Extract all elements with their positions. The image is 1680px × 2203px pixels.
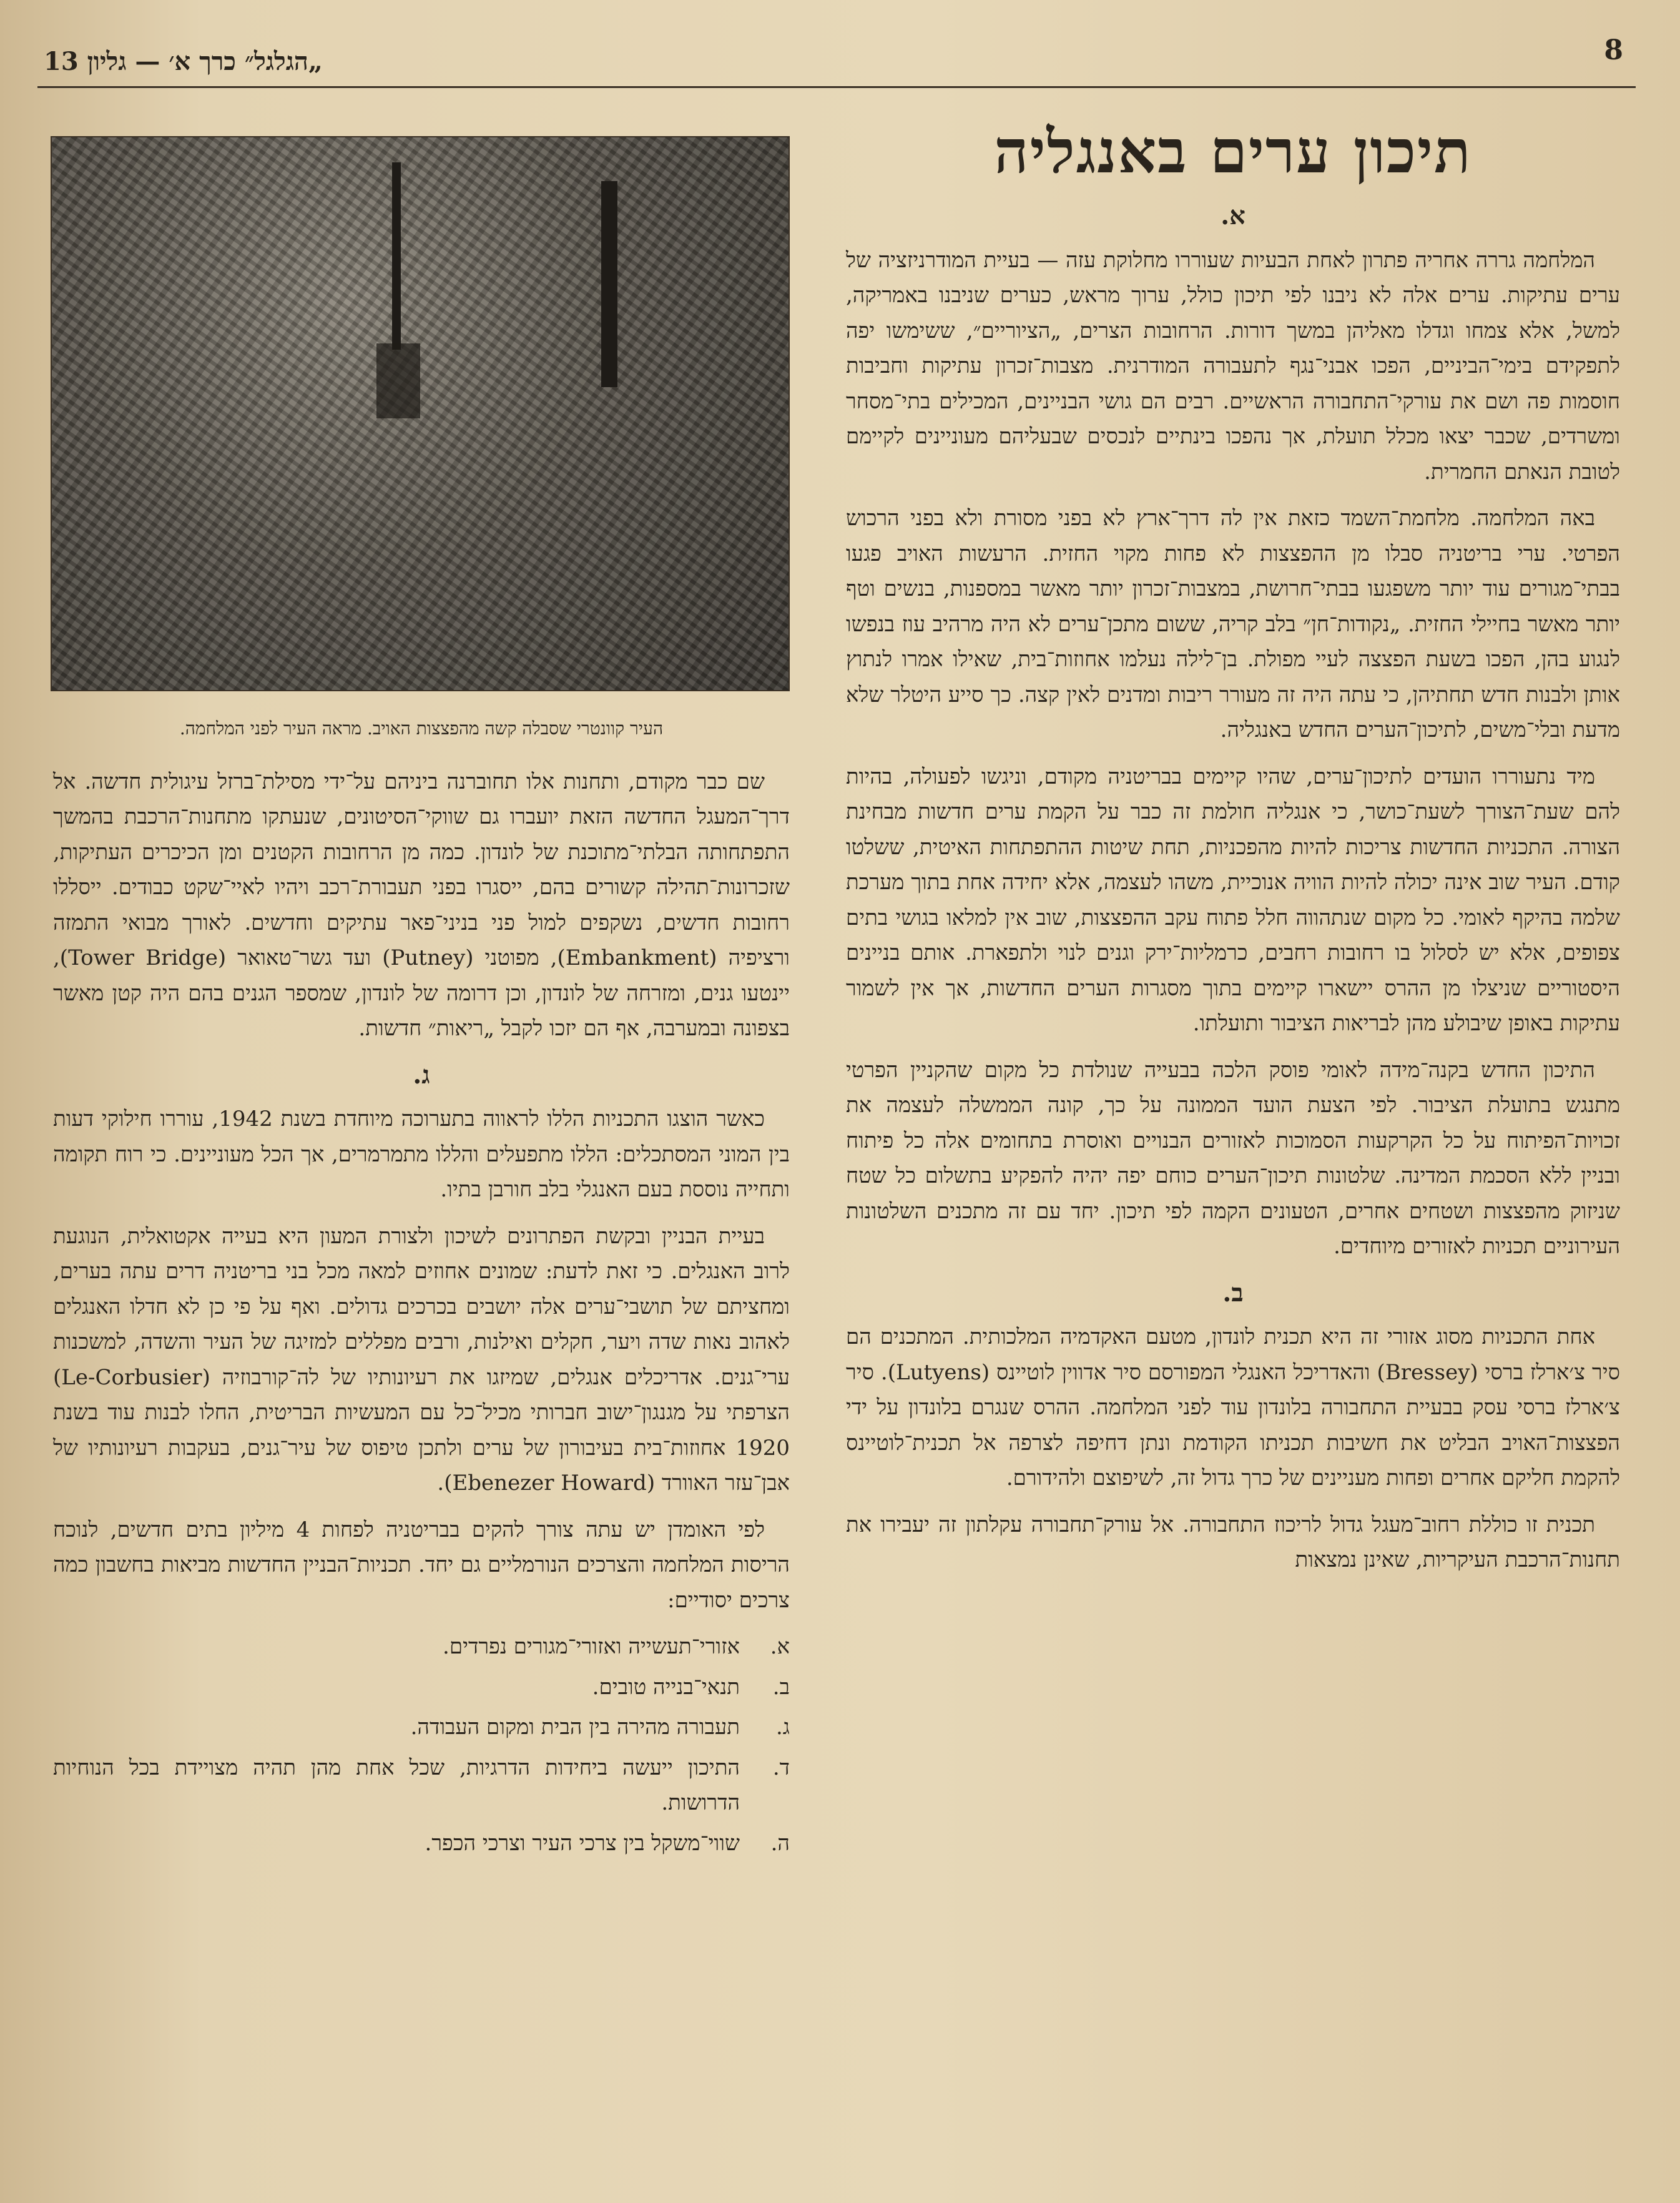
paragraph: המלחמה גררה אחריה פתרון לאחת הבעיות שעוררו מחלוקת עזה — בעיית המודרניזציה של ערים עתיקות. ערים אלה לא ניבנו לפי תיכון כולל, ערוך מראש, כערים שניבנו באמריקה, למשל, אלא צמחו וגדלו מאליהן במשך דורות. הרחובות הצרים, „הציוריים״, ששימשו יפה לתפקידם בימי־הביניים, הפכו אבני־נגף לתעבורה המודרנית. מצבות־זכרון עתיקות וחביבות חוסמות פה ושם את עורקי־התחבורה הראשיים. רבים הם גושי הבניינים, המכילים בתי־מסחר ומשרדים, שכבר יצאו מכלל תועלת, אך נהפכו בינתיים לנכסים שבעליהם מעוניינים לקיימם לטובת הנאתם החמרית.: [846, 247, 1620, 485]
header-rule: [37, 86, 1636, 88]
needs-list: [53, 1629, 790, 1861]
list-item-text: תנאי־בנייה טובים.: [592, 1674, 740, 1700]
page-header: [37, 34, 1636, 78]
list-marker: ד.: [772, 1755, 790, 1780]
list-item: [53, 1710, 790, 1745]
list-item: [53, 1629, 790, 1665]
paragraph: כאשר הוצגו התכניות הללו לראווה בתערוכה מיוחדת בשנת 1942, עוררו חילוקי דעות בין המוני המסתכלים: הללו מתפעלים והללו מתמרמרים, אך הכל מעוניינים. כי רוח תקומה ותחייה נוססת בעם האנגלי בלב חורבן בתיו.: [53, 1106, 790, 1202]
page-number: 8: [1604, 34, 1623, 66]
paragraph: באה המלחמה. מלחמת־השמד כזאת אין לה דרך־ארץ לא בפני מסורת ולא בפני הרכוש הפרטי. ערי בריטניה סבלו מן ההפצצות לא פחות מקוי החזית. הרעשות האויב פגעו בבתי־מגורים עוד יותר משפגעו בבתי־חרושת, במצבות־זכרון יותר מאשר במספנות, בנשים וטף יותר מאשר בחיילי החזית. „נקודות־חן״ בלב קריה, ששום מתכן־ערים לא היה מרהיב עוז בנפשו לנגוע בהן, הפכו בשעת הפצצה לעיי מפולת. בן־לילה נעלמו אחוזות־בית, שאילו אמרו לנתוץ אותן ולבנות חדש תחתיהן, כי עתה היה זה מעורר ריבות ומדנים לאין קצה. כך סייע היטלר שלא מדעת ובלי־משים, לתיכון־הערים החדש באנגליה.: [846, 506, 1620, 742]
section-heading-b: ב.: [1222, 1278, 1244, 1308]
section-heading-c: ג.: [413, 1060, 430, 1090]
list-item: [53, 1670, 790, 1705]
list-item-text: תעבורה מהירה בין הבית ומקום העבודה.: [410, 1715, 740, 1740]
list-item-text: התיכון ייעשה ביחידות הדרגיות, שכל אחת מהן תהיה מצויידת בכל הנוחיות הדרושות.: [53, 1755, 740, 1815]
list-marker: ה.: [770, 1830, 790, 1856]
paragraph: אחת התכניות מסוג אזורי זה היא תכנית לונדון, מטעם האקדמיה המלכותית. המתכנים הם סיר צ׳ארלז ברסי (Bressey) והאדריכל האנגלי המפורסם סיר אדווין לוטיינס (Lutyens). סיר צ׳ארלז ברסי עסק בבעיית התחבורה בלונדון עוד לפני המלחמה. ההרס שנגרם בלונדון על ידי הפצצות־האויב הבליט את חשיבות תכניתו הקודמת ונתן דחיפה לצרפה אל תכנית־לוטיינס להקמת חליקם אחרים ופחות מעניינים של כרך גדול זה, לשיפוצם ולהידורם.: [846, 1324, 1620, 1491]
paragraph: התיכון החדש בקנה־מידה לאומי פוסק הלכה בבעייה שנולדת כל מקום שהקניין הפרטי מתנגש בתועלת הציבור. לפי הצעת הועד הממונה על כך, קונה הממשלה לעצמה את זכויות־הפיתוח על כל הקרקעות הסמוכות לאזורים הבנויים ואוסרת בתחומים אלה כל פיתוח ובניין ללא הסכמת המדינה. שלטונות תיכון־הערים כוחם יפה יהיה להפקיע בתשלום כל שטח שניזוק מהפצצות ושטחים אחרים, הטעונים הקמה לפי תיכון. יחד עם זה מתכנים השלטונות העירוניים תכניות לאזורים מיוחדים.: [846, 1057, 1620, 1259]
section-heading-a: א.: [1221, 201, 1245, 230]
list-marker: א.: [770, 1634, 790, 1659]
right-column: [846, 111, 1620, 1589]
list-item: [53, 1750, 790, 1821]
running-title: „הגלגל״ כרך א׳ — גליון 13: [44, 47, 323, 76]
list-marker: ג.: [775, 1715, 790, 1740]
paragraph: מיד נתעוררו הועדים לתיכון־ערים, שהיו קיימים בבריטניה מקודם, וניגשו לפעולה, בהיות להם שעת־הצורך לשעת־כושר, כי אנגליה חולמת זה כבר על הקמת ערים חדשות מבחינת הצורה. התכניות החדשות צריכות להיות מהפכניות, תחת שיטות ההתפתחות האיטית, ששלטו קודם. העיר שוב אינה יכולה להיות הוויה אנוכיית, משהו לעצמה, אלא יחידה אחת בתוך מערכת שלמה בהיקף לאומי. כל מקום שנתהווה חלל פתוח עקב ההפצצות, שוב אין למלאו בגושי בתים צפופים, אלא יש לסלול בו רחובות רחבים, כרמליות־ירק וגנים לנוי ולתפארת. אותם בניינים היסטוריים שניצלו מן ההרס יישארו קיימים בתוך מסגרות הערים החדשות, אך אין לשמור עתיקות באופן שיבולע מהן לבריאות הציבור ותועלתו.: [846, 764, 1620, 1036]
cathedral-spire-shape: [392, 162, 401, 350]
list-item: [53, 1826, 790, 1861]
list-marker: ב.: [772, 1674, 790, 1700]
list-item-text: שווי־משקל בין צרכי העיר וצרכי הכפר.: [425, 1830, 740, 1856]
list-item-text: אזורי־תעשייה ואזורי־מגורים נפרדים.: [443, 1634, 740, 1659]
paragraph: שם כבר מקודם, ותחנות אלו תחוברנה ביניהם על־ידי מסילת־ברזל עיגולית חדשה. אל דרך־המעגל החדשה הזאת יועברו גם שווקי־הסיטונים, שנעתקו מתחנות־הרכבת בהמשך התפתחותה הבלתי־מתוכנת של לונדון. כמה מן הרחובות הקטנים ומן הכיכרים העתיקות, שזכרונות־תהילה קשורים בהם, ייסגרו בפני תעבורת־רכב ויהיו לאיי־שקט כבודים. ייסללו רחובות חדשים, נשקפים למול פני בניני־פאר עתיקים וחדשים. לאורך מבואי התמזה ורציפיה (Embankment), מפוטני (Putney) ועד גשר־טאואר (Tower Bridge), יינטעו גנים, ומזרחה של לונדון, וכן דרומה של לונדון, שמספר הגנים בהם היה קטן מאשר בצפונה ובמערבה, אף הם יזכו לקבל „ריאות״ חדשות.: [53, 769, 790, 1041]
paragraph: לפי האומדן יש עתה צורך להקים בבריטניה לפחות 4 מיליון בתים חדשים, לנוכח הריסות המלחמה והצרכים הנורמליים גם יחד. תכניות־הבניין החדשות מביאות בחשבון כמה צרכים יסודיים:: [53, 1517, 790, 1613]
photo-caption: העיר קוונטרי שסבלה קשה מהפצצות האויב. מראה העיר לפני המלחמה.: [179, 718, 664, 739]
left-column: [53, 136, 790, 1866]
church-tower-shape: [601, 181, 617, 387]
church-body-shape: [376, 343, 420, 418]
aerial-city-photo: [51, 136, 790, 691]
paragraph: תכנית זו כוללת רחוב־מעגל גדול לריכוז התחבורה. אל עורק־תחבורה עקלתון זה יעבירו את תחנות־הרכבת העיקריות, שאינן נמצאות: [846, 1512, 1620, 1572]
article-title: תיכון ערים באנגליה: [994, 116, 1472, 187]
paragraph: בעיית הבניין ובקשת הפתרונים לשיכון ולצורת המעון היא בעייה אקטואלית, הנוגעת לרוב האנגלים. כי זאת לדעת: שמונים אחוזים למאה מכל בני בריטניה דרים עתה בערים, ומחציתם של תושבי־ערים אלה יושבים בכרכים גדולים. ואף על פי כן לא חדלו האנגלים לאהוב נאות שדה ויער, חקלים ואילנות, ורבים מפללים למזיגה של העיר והשדה, למשכנות ערי־גנים. אדריכלים אנגלים, שמיזגו את רעיונותיו של לה־קורבוזיה (Le-Corbusier) הצרפתי על מגנגון־ישוב חברותי מכיל־כל עם המעשיות הבריטית, החלו לבנות עוד בשנת 1920 אחוזות־בית בעיבורון של ערים ולתכן טיפוס של עיר־גנים, בעקבות רעיונותיו של אבן־עזר האוורד (Ebenezer Howard).: [53, 1223, 790, 1496]
